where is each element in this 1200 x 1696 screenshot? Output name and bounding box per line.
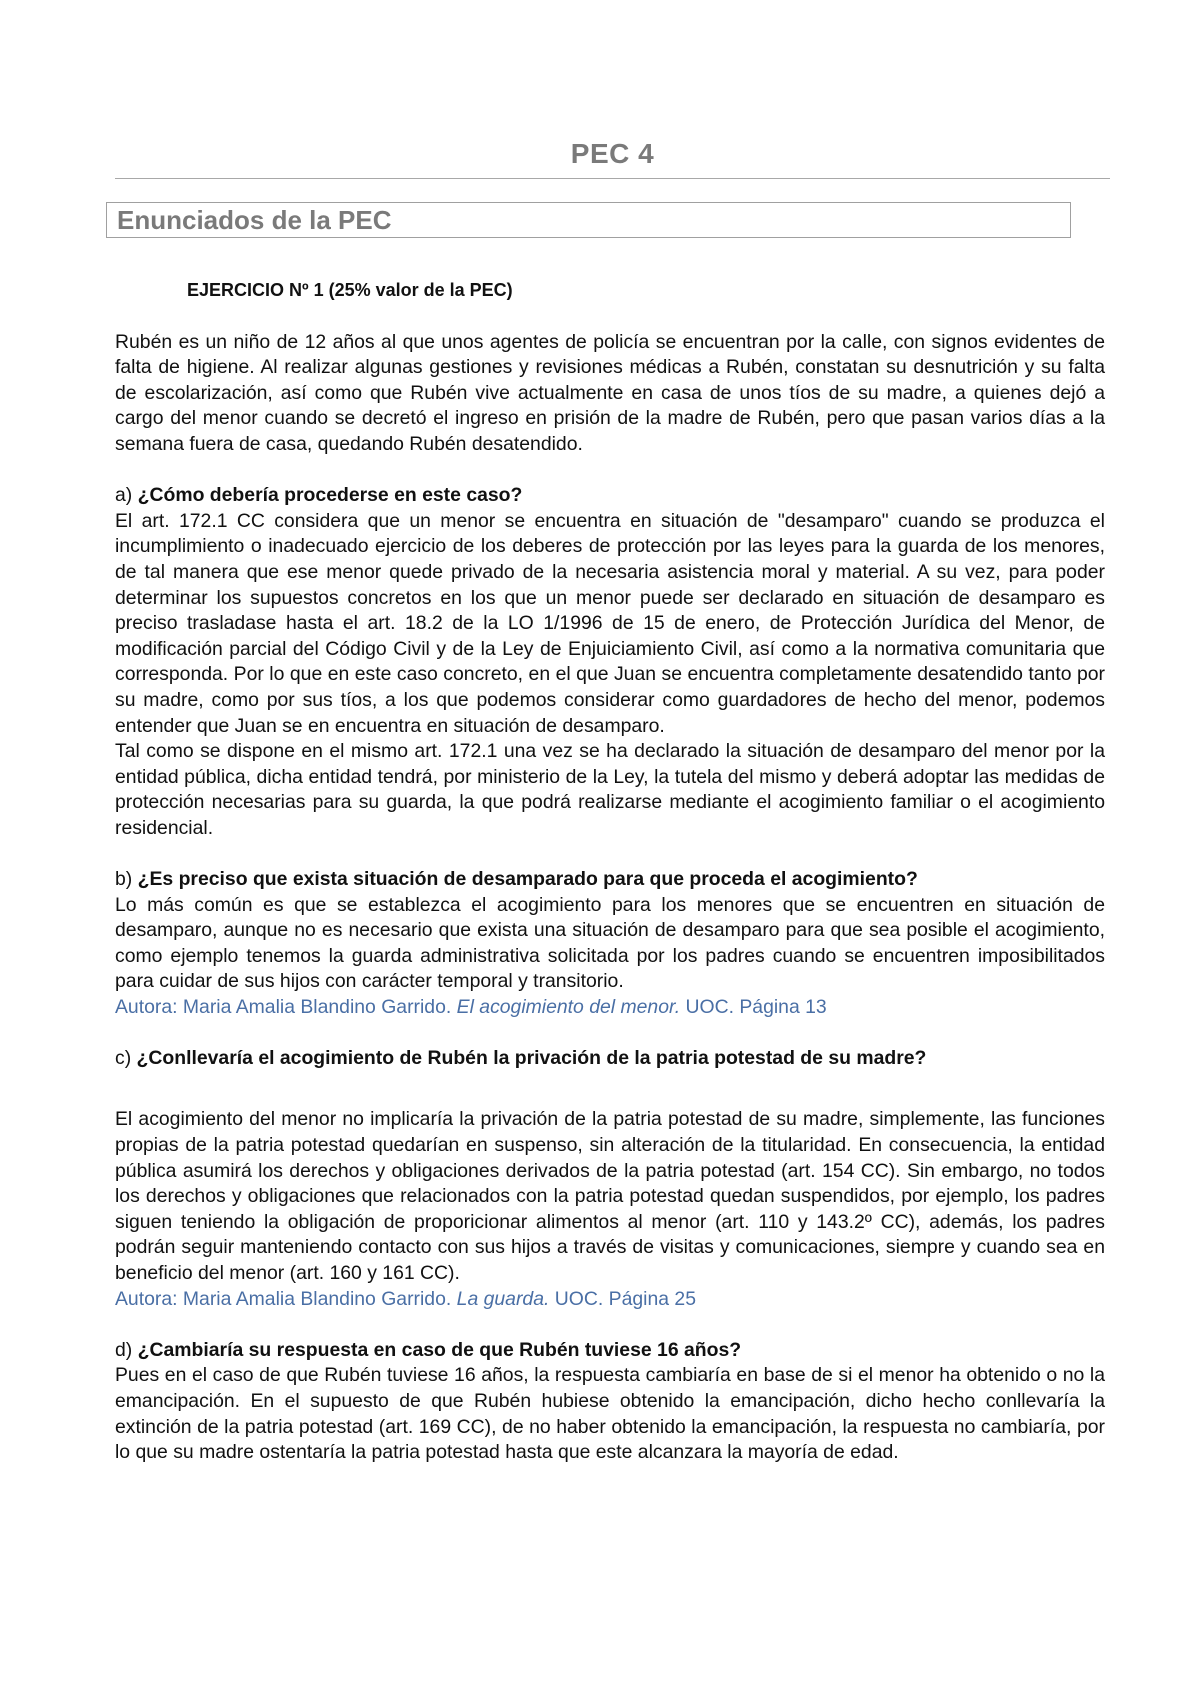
question-letter: b): [115, 868, 138, 891]
reference-author: Autora: Maria Amalia Blandino Garrido.: [115, 1287, 457, 1310]
answer-paragraph: Lo más común es que se establezca el acogimiento para los menores que se encuentren en situación de desamparo, aunque no es necesario que exista una situación de desamparo para que sea posible el acogimiento, como ejemplo tenemos la guarda administrativa solicitada por los padres cuando se encuentren imposibilitados para cuidar de sus hijos con carácter temporal y transitorio.: [115, 893, 1105, 993]
question-text: ¿Es preciso que exista situación de desamparado para que proceda el acogimiento?: [137, 868, 918, 891]
exercise-statement: Rubén es un niño de 12 años al que unos agentes de policía se encuentran por la calle, con signos evidentes de falta de higiene. Al realizar algunas gestiones y revisiones médicas a Rubén, constatan su desnutrición y su falta de escolarización, así como que Rubén vive actualmente en casa de unos tíos de su madre, a quienes dejó a cargo del menor cuando se decretó el ingreso en prisión de la madre de Rubén, pero que pasan varios días a la semana fuera de casa, quedando Rubén desatendido.: [115, 330, 1105, 455]
page-title: PEC 4: [570, 138, 655, 169]
section-header-box: [106, 202, 1071, 238]
question-letter: d): [115, 1338, 138, 1361]
question-letter: c): [115, 1047, 137, 1070]
question-d: [115, 1338, 1105, 1364]
reference-source: UOC. Página 25: [549, 1287, 696, 1310]
exercise-heading: EJERCICIO Nº 1 (25% valor de la PEC): [187, 280, 513, 300]
answer-paragraph: Tal como se dispone en el mismo art. 172.1 una vez se ha declarado la situación de desamparo del menor por la entidad pública, dicha entidad tendrá, por ministerio de la Ley, la tutela del mismo y deberá adoptar las medidas de protección necesarias para su guarda, la que podrá realizarse mediante el acogimiento familiar o el acogimiento residencial.: [115, 740, 1105, 839]
reference-work: El acogimiento del menor.: [456, 996, 681, 1019]
reference-work: La guarda.: [456, 1287, 550, 1310]
reference-author: Autora: Maria Amalia Blandino Garrido.: [115, 996, 457, 1019]
answer-paragraph: El acogimiento del menor no implicaría la privación de la patria potestad de su madre, simplemente, las funciones propias de la patria potestad quedarían en suspenso, sin alteración de la titularidad. En consecuencia, la entidad pública asumirá los derechos y obligaciones derivados de la patria potestad (art. 154 CC). Sin embargo, no todos los derechos y obligaciones que relacionados con la patria potestad quedan suspendidos, por ejemplo, los padres siguen teniendo la obligación de proporicionar alimentos al menor (art. 110 y 143.2º CC), además, los padres podrán seguir manteniendo contacto con sus hijos a través de visitas y comunicaciones, siempre y cuando sea en beneficio del menor (art. 160 y 161 CC).: [115, 1108, 1105, 1284]
title-divider: [115, 178, 1110, 179]
question-text: ¿Cómo debería procederse en este caso?: [137, 484, 523, 507]
question-text: ¿Conllevaría el acogimiento de Rubén la privación de la patria potestad de su madre?: [136, 1047, 927, 1070]
reference-source: UOC. Página 13: [680, 996, 827, 1019]
answer-paragraph: Pues en el caso de que Rubén tuviese 16 años, la respuesta cambiaría en base de si el menor ha obtenido o no la emancipación. En el supuesto de que Rubén hubiese obtenido la emancipación, dicho hecho conllevaría la extinción de la patria potestad (art. 169 CC), de no haber obtenido la emancipación, la respuesta no cambiaría, por lo que su madre ostentaría la patria potestad hasta que este alcanzara la mayoría de edad.: [115, 1364, 1105, 1464]
answer-paragraph: El art. 172.1 CC considera que un menor se encuentra en situación de "desamparo" cuando se produzca el incumplimiento o inadecuado ejercicio de los deberes de protección por las leyes para la guarda de los menores, de tal manera que ese menor quede privado de la necesaria asistencia moral y material. A su vez, para poder determinar los supuestos concretos en los que un menor puede ser declarado en situación de desamparo es preciso trasladase hasta el art. 18.2 de la LO 1/1996 de 15 de enero, de Protección Jurídica del Menor, de modificación parcial del Código Civil y de la Ley de Enjuiciamiento Civil, así como a la normativa comunitaria que corresponda. Por lo que en este caso concreto, en el que Juan se encuentra completamente desatendido tanto por su madre, como por sus tíos, a los que podemos considerar como guardadores de hecho del menor, podemos entender que Juan se en encuentra en situación de desamparo.: [115, 509, 1105, 737]
section-title: Enunciados de la PEC: [117, 205, 392, 235]
question-a: [115, 483, 1105, 509]
question-b: [115, 867, 1105, 893]
question-c: [115, 1046, 1105, 1072]
question-letter: a): [115, 484, 138, 507]
question-text: ¿Cambiaría su respuesta en caso de que Rubén tuviese 16 años?: [137, 1338, 742, 1361]
bibliographic-reference: [115, 1287, 1105, 1313]
document-body: [115, 278, 1105, 1466]
bibliographic-reference: [115, 995, 1105, 1021]
